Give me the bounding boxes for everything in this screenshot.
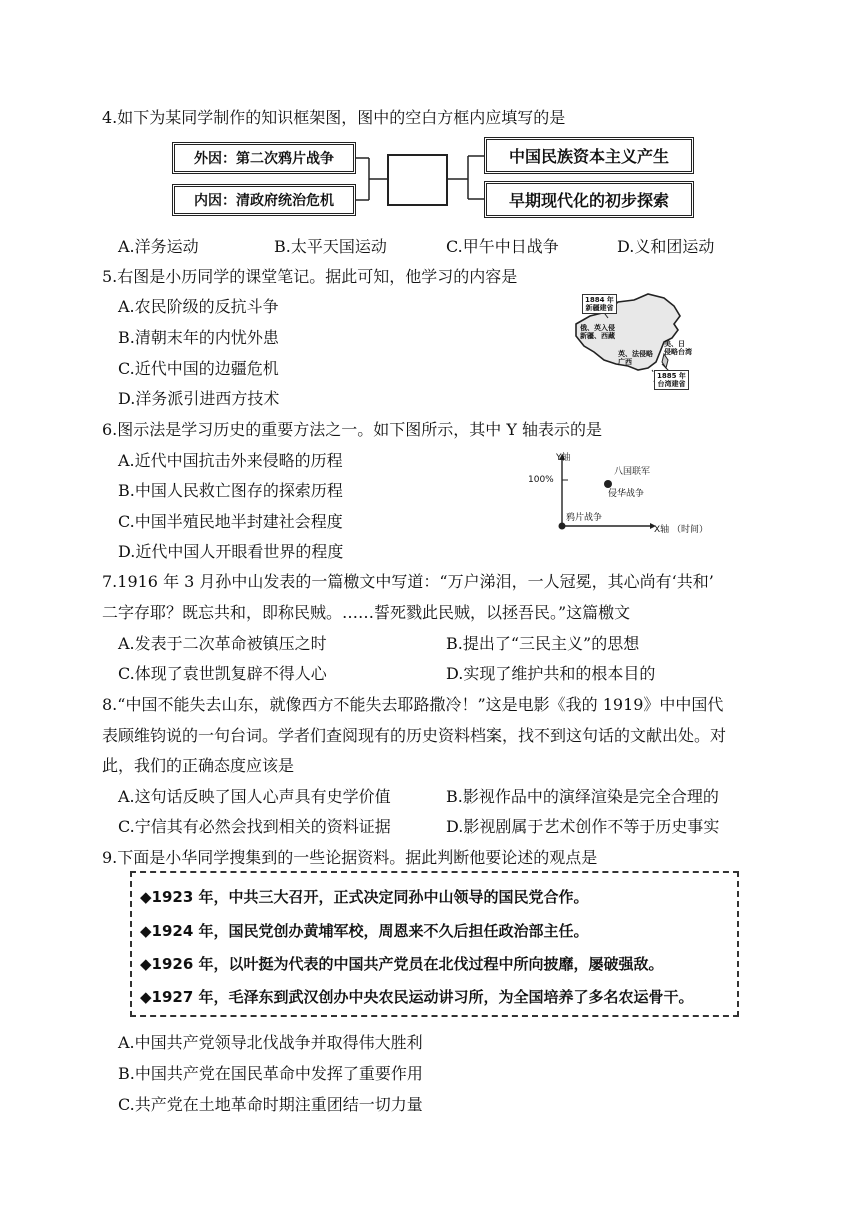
note-1884-year: 1884 年	[585, 296, 614, 304]
label-east	[664, 340, 692, 356]
note-1885-text: 台湾建省	[657, 380, 686, 388]
note-1884	[582, 294, 617, 314]
question-8-stem-1: 8.“中国不能失去山东，就像西方不能失去耶路撒冷！”这是电影《我的 1919》中中国代	[102, 695, 724, 714]
q9-option-a: A.中国共产党领导北伐战争并取得伟大胜利	[118, 1033, 423, 1052]
question-7-stem-2: 二字存耶？既忘共和，即称民贼。……誓死戮此民贼，以拯吾民。”这篇檄文	[102, 603, 631, 622]
label-west-line1: 俄、英入侵	[580, 324, 615, 332]
q4-option-d: D.义和团运动	[617, 237, 715, 256]
evidence-1927: ◆1927 年，毛泽东到武汉创办中央农民运动讲习所，为全国培养了多名农运骨干。	[140, 988, 694, 1006]
note-1885-year: 1885 年	[657, 372, 686, 380]
x-axis-label: X轴 （时间）	[654, 525, 709, 535]
start-point	[559, 523, 566, 530]
evidence-box	[130, 871, 739, 1017]
y-axis-label: Y轴	[556, 453, 571, 463]
label-west	[580, 324, 615, 340]
q8-option-c: C.宁信其有必然会找到相关的资料证据	[118, 817, 391, 836]
note-1885	[654, 370, 689, 390]
evidence-1926: ◆1926 年，以叶挺为代表的中国共产党员在北伐过程中所向披靡，屡破强敌。	[140, 955, 664, 973]
note-1884-text: 新疆建省	[585, 304, 614, 312]
evidence-1924: ◆1924 年，国民党创办黄埔军校，周恩来不久后担任政治部主任。	[140, 922, 589, 940]
label-south-line1: 英、法侵略	[618, 350, 653, 358]
question-6-stem: 6.图示法是学习历史的重要方法之一。如下图所示，其中 Y 轴表示的是	[102, 420, 603, 439]
question-9-stem: 9.下面是小华同学搜集到的一些论据资料。据此判断他要论述的观点是	[102, 848, 598, 867]
label-west-line2: 新疆、西藏	[580, 332, 615, 340]
blank-center-box	[387, 154, 448, 206]
question-8-stem-2: 表顾维钧说的一句台词。学者们查阅现有的历史资料档案，找不到这句话的文献出处。对	[102, 726, 727, 745]
label-south	[618, 350, 653, 366]
external-cause-box: 外因：第二次鸦片战争	[172, 142, 356, 174]
label-east-line1: 美、日	[664, 340, 685, 348]
q8-option-d: D.影视剧属于艺术创作不等于历史事实	[446, 817, 720, 836]
q7-option-c: C.体现了袁世凯复辟不得人心	[118, 664, 327, 683]
q5-option-c: C.近代中国的边疆危机	[118, 359, 279, 378]
question-5-stem: 5.右图是小历同学的课堂笔记。据此可知，他学习的内容是	[102, 267, 518, 286]
point-label-2: 侵华战争	[608, 489, 645, 499]
result-box-modernization: 早期现代化的初步探索	[484, 181, 694, 218]
question-7-stem-1: 7.1916 年 3 月孙中山发表的一篇檄文中写道：“万户涕泪，一人冠冕，其心尚有‘共和’	[102, 572, 714, 591]
q8-option-b: B.影视作品中的演绎渲染是完全合理的	[446, 787, 719, 806]
internal-cause-box: 内因：清政府统治危机	[172, 184, 356, 216]
start-label: 鸦片战争	[566, 513, 603, 523]
result-box-capitalism: 中国民族资本主义产生	[484, 137, 694, 174]
q6-option-b: B.中国人民救亡图存的探索历程	[118, 481, 343, 500]
evidence-1923: ◆1923 年，中共三大召开，正式决定同孙中山领导的国民党合作。	[140, 888, 589, 906]
q8-option-a: A.这句话反映了国人心声具有史学价值	[118, 787, 391, 806]
q9-option-b: B.中国共产党在国民革命中发挥了重要作用	[118, 1064, 423, 1083]
q4-option-a: A.洋务运动	[118, 237, 199, 256]
question-4-stem: 4.如下为某同学制作的知识框架图，图中的空白方框内应填写的是	[102, 108, 566, 127]
q4-option-b: B.太平天国运动	[274, 237, 387, 256]
q6-option-c: C.中国半殖民地半封建社会程度	[118, 512, 343, 531]
label-south-line2: 广西	[618, 358, 632, 366]
q9-option-c: C.共产党在土地革命时期注重团结一切力量	[118, 1095, 423, 1114]
q4-option-c: C.甲午中日战争	[446, 237, 559, 256]
q7-option-a: A.发表于二次革命被镇压之时	[118, 634, 327, 653]
label-east-line2: 侵略台湾	[664, 348, 692, 356]
q5-option-d: D.洋务派引进西方技术	[118, 389, 280, 408]
q6-option-d: D.近代中国人开眼看世界的程度	[118, 542, 344, 561]
history-axis-figure	[528, 450, 709, 538]
class-notes-map	[568, 290, 694, 392]
q6-option-a: A.近代中国抗击外来侵略的历程	[118, 451, 343, 470]
q5-option-a: A.农民阶级的反抗斗争	[118, 297, 279, 316]
percent-label: 100%	[528, 475, 554, 485]
question-8-stem-3: 此，我们的正确态度应该是	[102, 756, 295, 775]
q7-option-d: D.实现了维护共和的根本目的	[446, 664, 656, 683]
knowledge-framework-diagram	[172, 137, 700, 221]
q5-option-b: B.清朝末年的内忧外患	[118, 328, 279, 347]
q7-option-b: B.提出了“三民主义”的思想	[446, 634, 640, 653]
point-label-1: 八国联军	[614, 467, 651, 477]
